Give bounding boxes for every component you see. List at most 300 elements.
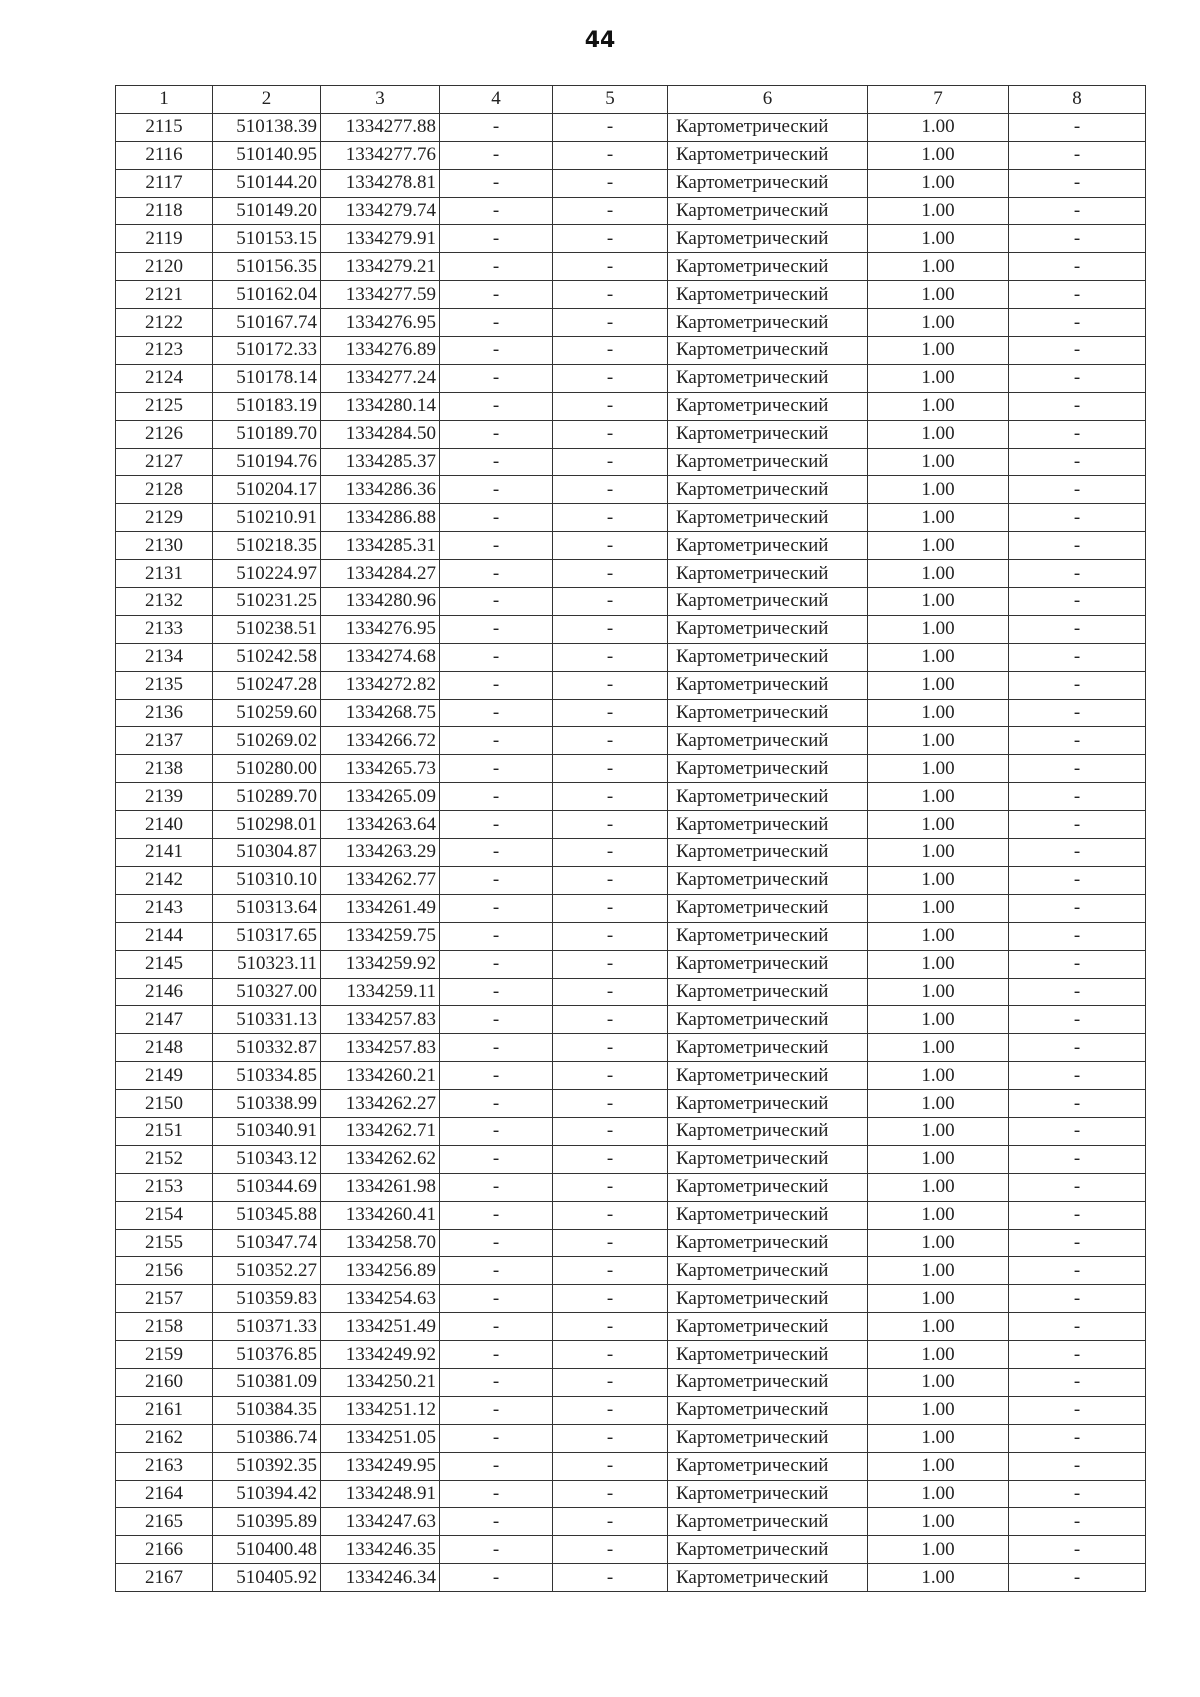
column-8-cell: -	[1009, 978, 1146, 1006]
method-cell: Картометрический	[668, 281, 868, 309]
point-number-cell: 2157	[116, 1285, 213, 1313]
table-row	[116, 532, 1146, 560]
accuracy-cell: 1.00	[868, 1090, 1009, 1118]
column-4-cell: -	[440, 309, 553, 337]
column-8-cell: -	[1009, 839, 1146, 867]
point-number-cell: 2137	[116, 727, 213, 755]
method-cell: Картометрический	[668, 1090, 868, 1118]
point-number-cell: 2122	[116, 309, 213, 337]
accuracy-cell: 1.00	[868, 643, 1009, 671]
column-8-cell: -	[1009, 727, 1146, 755]
method-cell: Картометрический	[668, 1396, 868, 1424]
y-coordinate-cell: 1334272.82	[321, 671, 440, 699]
column-8-cell: -	[1009, 922, 1146, 950]
column-5-cell: -	[553, 337, 668, 365]
column-5-cell: -	[553, 309, 668, 337]
method-cell: Картометрический	[668, 866, 868, 894]
column-8-cell: -	[1009, 1396, 1146, 1424]
column-5-cell: -	[553, 755, 668, 783]
method-cell: Картометрический	[668, 950, 868, 978]
table-row	[116, 671, 1146, 699]
column-5-cell: -	[553, 532, 668, 560]
column-4-cell: -	[440, 1201, 553, 1229]
column-4-cell: -	[440, 783, 553, 811]
column-8-cell: -	[1009, 281, 1146, 309]
column-4-cell: -	[440, 532, 553, 560]
method-cell: Картометрический	[668, 392, 868, 420]
y-coordinate-cell: 1334251.05	[321, 1424, 440, 1452]
column-8-cell: -	[1009, 1117, 1146, 1145]
method-cell: Картометрический	[668, 671, 868, 699]
accuracy-cell: 1.00	[868, 922, 1009, 950]
table-row	[116, 364, 1146, 392]
column-5-cell: -	[553, 113, 668, 141]
point-number-cell: 2153	[116, 1173, 213, 1201]
point-number-cell: 2142	[116, 866, 213, 894]
point-number-cell: 2161	[116, 1396, 213, 1424]
accuracy-cell: 1.00	[868, 448, 1009, 476]
y-coordinate-cell: 1334262.62	[321, 1145, 440, 1173]
x-coordinate-cell: 510189.70	[213, 420, 321, 448]
accuracy-cell: 1.00	[868, 811, 1009, 839]
column-5-cell: -	[553, 1536, 668, 1564]
accuracy-cell: 1.00	[868, 1313, 1009, 1341]
table-row	[116, 504, 1146, 532]
coordinates-table	[115, 85, 1146, 1592]
x-coordinate-cell: 510347.74	[213, 1229, 321, 1257]
column-4-cell: -	[440, 476, 553, 504]
y-coordinate-cell: 1334277.59	[321, 281, 440, 309]
y-coordinate-cell: 1334263.29	[321, 839, 440, 867]
y-coordinate-cell: 1334274.68	[321, 643, 440, 671]
column-8-cell: -	[1009, 1508, 1146, 1536]
method-cell: Картометрический	[668, 1117, 868, 1145]
point-number-cell: 2129	[116, 504, 213, 532]
column-4-cell: -	[440, 950, 553, 978]
x-coordinate-cell: 510395.89	[213, 1508, 321, 1536]
accuracy-cell: 1.00	[868, 169, 1009, 197]
x-coordinate-cell: 510323.11	[213, 950, 321, 978]
column-5-cell: -	[553, 894, 668, 922]
x-coordinate-cell: 510242.58	[213, 643, 321, 671]
column-5-cell: -	[553, 504, 668, 532]
column-4-cell: -	[440, 560, 553, 588]
column-4-cell: -	[440, 755, 553, 783]
x-coordinate-cell: 510386.74	[213, 1424, 321, 1452]
column-8-cell: -	[1009, 309, 1146, 337]
table-body	[116, 113, 1146, 1591]
column-header-1: 1	[116, 86, 213, 114]
x-coordinate-cell: 510149.20	[213, 197, 321, 225]
x-coordinate-cell: 510183.19	[213, 392, 321, 420]
accuracy-cell: 1.00	[868, 1396, 1009, 1424]
column-4-cell: -	[440, 1173, 553, 1201]
x-coordinate-cell: 510376.85	[213, 1341, 321, 1369]
y-coordinate-cell: 1334261.98	[321, 1173, 440, 1201]
table-row	[116, 1034, 1146, 1062]
y-coordinate-cell: 1334251.49	[321, 1313, 440, 1341]
table-row	[116, 783, 1146, 811]
column-5-cell: -	[553, 364, 668, 392]
accuracy-cell: 1.00	[868, 392, 1009, 420]
point-number-cell: 2165	[116, 1508, 213, 1536]
x-coordinate-cell: 510384.35	[213, 1396, 321, 1424]
y-coordinate-cell: 1334248.91	[321, 1480, 440, 1508]
x-coordinate-cell: 510178.14	[213, 364, 321, 392]
column-5-cell: -	[553, 253, 668, 281]
point-number-cell: 2150	[116, 1090, 213, 1118]
accuracy-cell: 1.00	[868, 364, 1009, 392]
accuracy-cell: 1.00	[868, 420, 1009, 448]
y-coordinate-cell: 1334276.95	[321, 615, 440, 643]
column-4-cell: -	[440, 615, 553, 643]
column-8-cell: -	[1009, 1229, 1146, 1257]
point-number-cell: 2128	[116, 476, 213, 504]
column-5-cell: -	[553, 1452, 668, 1480]
column-8-cell: -	[1009, 1480, 1146, 1508]
table-row	[116, 588, 1146, 616]
table-row	[116, 448, 1146, 476]
x-coordinate-cell: 510153.15	[213, 225, 321, 253]
column-4-cell: -	[440, 1341, 553, 1369]
accuracy-cell: 1.00	[868, 1341, 1009, 1369]
column-5-cell: -	[553, 225, 668, 253]
column-5-cell: -	[553, 783, 668, 811]
table-row	[116, 755, 1146, 783]
point-number-cell: 2140	[116, 811, 213, 839]
column-4-cell: -	[440, 1285, 553, 1313]
column-5-cell: -	[553, 420, 668, 448]
table-row	[116, 169, 1146, 197]
accuracy-cell: 1.00	[868, 281, 1009, 309]
column-4-cell: -	[440, 1564, 553, 1592]
column-5-cell: -	[553, 1201, 668, 1229]
x-coordinate-cell: 510327.00	[213, 978, 321, 1006]
column-5-cell: -	[553, 978, 668, 1006]
y-coordinate-cell: 1334262.77	[321, 866, 440, 894]
table-row	[116, 253, 1146, 281]
column-header-7: 7	[868, 86, 1009, 114]
accuracy-cell: 1.00	[868, 699, 1009, 727]
column-5-cell: -	[553, 1424, 668, 1452]
column-8-cell: -	[1009, 1341, 1146, 1369]
column-4-cell: -	[440, 1006, 553, 1034]
y-coordinate-cell: 1334279.21	[321, 253, 440, 281]
table-row	[116, 1117, 1146, 1145]
accuracy-cell: 1.00	[868, 1201, 1009, 1229]
accuracy-cell: 1.00	[868, 225, 1009, 253]
table-row	[116, 866, 1146, 894]
x-coordinate-cell: 510210.91	[213, 504, 321, 532]
x-coordinate-cell: 510247.28	[213, 671, 321, 699]
column-4-cell: -	[440, 978, 553, 1006]
column-header-5: 5	[553, 86, 668, 114]
accuracy-cell: 1.00	[868, 1424, 1009, 1452]
column-5-cell: -	[553, 1090, 668, 1118]
x-coordinate-cell: 510345.88	[213, 1201, 321, 1229]
accuracy-cell: 1.00	[868, 476, 1009, 504]
y-coordinate-cell: 1334247.63	[321, 1508, 440, 1536]
accuracy-cell: 1.00	[868, 113, 1009, 141]
accuracy-cell: 1.00	[868, 1536, 1009, 1564]
method-cell: Картометрический	[668, 1201, 868, 1229]
x-coordinate-cell: 510371.33	[213, 1313, 321, 1341]
point-number-cell: 2152	[116, 1145, 213, 1173]
column-4-cell: -	[440, 1117, 553, 1145]
point-number-cell: 2147	[116, 1006, 213, 1034]
column-4-cell: -	[440, 1145, 553, 1173]
point-number-cell: 2130	[116, 532, 213, 560]
point-number-cell: 2163	[116, 1452, 213, 1480]
method-cell: Картометрический	[668, 337, 868, 365]
x-coordinate-cell: 510343.12	[213, 1145, 321, 1173]
column-5-cell: -	[553, 1006, 668, 1034]
y-coordinate-cell: 1334259.92	[321, 950, 440, 978]
column-4-cell: -	[440, 727, 553, 755]
column-8-cell: -	[1009, 392, 1146, 420]
column-5-cell: -	[553, 839, 668, 867]
accuracy-cell: 1.00	[868, 309, 1009, 337]
column-5-cell: -	[553, 699, 668, 727]
point-number-cell: 2124	[116, 364, 213, 392]
method-cell: Картометрический	[668, 1508, 868, 1536]
table-row	[116, 1452, 1146, 1480]
x-coordinate-cell: 510259.60	[213, 699, 321, 727]
column-header-8: 8	[1009, 86, 1146, 114]
point-number-cell: 2136	[116, 699, 213, 727]
table-row	[116, 1564, 1146, 1592]
y-coordinate-cell: 1334276.89	[321, 337, 440, 365]
column-4-cell: -	[440, 420, 553, 448]
accuracy-cell: 1.00	[868, 532, 1009, 560]
table-row	[116, 811, 1146, 839]
column-4-cell: -	[440, 1368, 553, 1396]
method-cell: Картометрический	[668, 1145, 868, 1173]
column-8-cell: -	[1009, 337, 1146, 365]
column-5-cell: -	[553, 197, 668, 225]
point-number-cell: 2119	[116, 225, 213, 253]
column-8-cell: -	[1009, 1201, 1146, 1229]
x-coordinate-cell: 510405.92	[213, 1564, 321, 1592]
point-number-cell: 2116	[116, 141, 213, 169]
x-coordinate-cell: 510400.48	[213, 1536, 321, 1564]
accuracy-cell: 1.00	[868, 1285, 1009, 1313]
column-5-cell: -	[553, 922, 668, 950]
method-cell: Картометрический	[668, 560, 868, 588]
column-8-cell: -	[1009, 615, 1146, 643]
column-5-cell: -	[553, 1285, 668, 1313]
column-4-cell: -	[440, 1090, 553, 1118]
x-coordinate-cell: 510359.83	[213, 1285, 321, 1313]
column-8-cell: -	[1009, 1006, 1146, 1034]
column-4-cell: -	[440, 141, 553, 169]
column-8-cell: -	[1009, 113, 1146, 141]
method-cell: Картометрический	[668, 922, 868, 950]
column-8-cell: -	[1009, 1368, 1146, 1396]
column-5-cell: -	[553, 811, 668, 839]
table-row	[116, 1257, 1146, 1285]
column-4-cell: -	[440, 671, 553, 699]
point-number-cell: 2115	[116, 113, 213, 141]
y-coordinate-cell: 1334249.95	[321, 1452, 440, 1480]
table-row	[116, 643, 1146, 671]
column-4-cell: -	[440, 643, 553, 671]
column-5-cell: -	[553, 1508, 668, 1536]
column-5-cell: -	[553, 169, 668, 197]
method-cell: Картометрический	[668, 1452, 868, 1480]
x-coordinate-cell: 510172.33	[213, 337, 321, 365]
x-coordinate-cell: 510352.27	[213, 1257, 321, 1285]
table-row	[116, 1424, 1146, 1452]
point-number-cell: 2125	[116, 392, 213, 420]
x-coordinate-cell: 510156.35	[213, 253, 321, 281]
accuracy-cell: 1.00	[868, 1257, 1009, 1285]
table-row	[116, 309, 1146, 337]
table-row	[116, 113, 1146, 141]
column-8-cell: -	[1009, 1564, 1146, 1592]
accuracy-cell: 1.00	[868, 783, 1009, 811]
method-cell: Картометрический	[668, 839, 868, 867]
point-number-cell: 2123	[116, 337, 213, 365]
column-4-cell: -	[440, 337, 553, 365]
column-4-cell: -	[440, 866, 553, 894]
accuracy-cell: 1.00	[868, 253, 1009, 281]
accuracy-cell: 1.00	[868, 1480, 1009, 1508]
accuracy-cell: 1.00	[868, 1452, 1009, 1480]
column-4-cell: -	[440, 1536, 553, 1564]
column-4-cell: -	[440, 504, 553, 532]
x-coordinate-cell: 510204.17	[213, 476, 321, 504]
column-8-cell: -	[1009, 1090, 1146, 1118]
column-4-cell: -	[440, 281, 553, 309]
point-number-cell: 2156	[116, 1257, 213, 1285]
x-coordinate-cell: 510162.04	[213, 281, 321, 309]
y-coordinate-cell: 1334246.35	[321, 1536, 440, 1564]
point-number-cell: 2141	[116, 839, 213, 867]
table-row	[116, 950, 1146, 978]
table-row	[116, 1508, 1146, 1536]
y-coordinate-cell: 1334260.41	[321, 1201, 440, 1229]
y-coordinate-cell: 1334277.76	[321, 141, 440, 169]
column-8-cell: -	[1009, 560, 1146, 588]
accuracy-cell: 1.00	[868, 1006, 1009, 1034]
y-coordinate-cell: 1334250.21	[321, 1368, 440, 1396]
point-number-cell: 2154	[116, 1201, 213, 1229]
column-4-cell: -	[440, 1229, 553, 1257]
accuracy-cell: 1.00	[868, 978, 1009, 1006]
y-coordinate-cell: 1334256.89	[321, 1257, 440, 1285]
table-row	[116, 699, 1146, 727]
table-row	[116, 1201, 1146, 1229]
column-8-cell: -	[1009, 1424, 1146, 1452]
x-coordinate-cell: 510392.35	[213, 1452, 321, 1480]
column-5-cell: -	[553, 1229, 668, 1257]
y-coordinate-cell: 1334277.24	[321, 364, 440, 392]
y-coordinate-cell: 1334257.83	[321, 1034, 440, 1062]
y-coordinate-cell: 1334254.63	[321, 1285, 440, 1313]
point-number-cell: 2120	[116, 253, 213, 281]
y-coordinate-cell: 1334285.37	[321, 448, 440, 476]
point-number-cell: 2127	[116, 448, 213, 476]
accuracy-cell: 1.00	[868, 866, 1009, 894]
table-row	[116, 392, 1146, 420]
method-cell: Картометрический	[668, 364, 868, 392]
x-coordinate-cell: 510218.35	[213, 532, 321, 560]
method-cell: Картометрический	[668, 532, 868, 560]
x-coordinate-cell: 510238.51	[213, 615, 321, 643]
point-number-cell: 2166	[116, 1536, 213, 1564]
column-header-3: 3	[321, 86, 440, 114]
x-coordinate-cell: 510381.09	[213, 1368, 321, 1396]
x-coordinate-cell: 510231.25	[213, 588, 321, 616]
y-coordinate-cell: 1334260.21	[321, 1062, 440, 1090]
x-coordinate-cell: 510334.85	[213, 1062, 321, 1090]
column-8-cell: -	[1009, 1285, 1146, 1313]
column-5-cell: -	[553, 392, 668, 420]
method-cell: Картометрический	[668, 1062, 868, 1090]
column-5-cell: -	[553, 1368, 668, 1396]
column-8-cell: -	[1009, 476, 1146, 504]
accuracy-cell: 1.00	[868, 1173, 1009, 1201]
point-number-cell: 2167	[116, 1564, 213, 1592]
y-coordinate-cell: 1334285.31	[321, 532, 440, 560]
column-5-cell: -	[553, 1257, 668, 1285]
column-5-cell: -	[553, 615, 668, 643]
table-row	[116, 420, 1146, 448]
column-4-cell: -	[440, 839, 553, 867]
table-header-row	[116, 86, 1146, 114]
column-5-cell: -	[553, 281, 668, 309]
x-coordinate-cell: 510338.99	[213, 1090, 321, 1118]
column-8-cell: -	[1009, 225, 1146, 253]
method-cell: Картометрический	[668, 643, 868, 671]
y-coordinate-cell: 1334280.96	[321, 588, 440, 616]
column-4-cell: -	[440, 1452, 553, 1480]
x-coordinate-cell: 510298.01	[213, 811, 321, 839]
y-coordinate-cell: 1334257.83	[321, 1006, 440, 1034]
page-number: 44	[584, 28, 616, 53]
column-5-cell: -	[553, 643, 668, 671]
column-4-cell: -	[440, 1062, 553, 1090]
method-cell: Картометрический	[668, 448, 868, 476]
x-coordinate-cell: 510317.65	[213, 922, 321, 950]
method-cell: Картометрический	[668, 1006, 868, 1034]
method-cell: Картометрический	[668, 1257, 868, 1285]
column-8-cell: -	[1009, 894, 1146, 922]
y-coordinate-cell: 1334278.81	[321, 169, 440, 197]
method-cell: Картометрический	[668, 615, 868, 643]
accuracy-cell: 1.00	[868, 727, 1009, 755]
x-coordinate-cell: 510304.87	[213, 839, 321, 867]
column-header-2: 2	[213, 86, 321, 114]
column-8-cell: -	[1009, 141, 1146, 169]
y-coordinate-cell: 1334266.72	[321, 727, 440, 755]
column-4-cell: -	[440, 197, 553, 225]
method-cell: Картометрический	[668, 141, 868, 169]
table-row	[116, 839, 1146, 867]
method-cell: Картометрический	[668, 1285, 868, 1313]
table-row	[116, 337, 1146, 365]
column-5-cell: -	[553, 1062, 668, 1090]
column-8-cell: -	[1009, 1313, 1146, 1341]
column-8-cell: -	[1009, 811, 1146, 839]
x-coordinate-cell: 510140.95	[213, 141, 321, 169]
accuracy-cell: 1.00	[868, 894, 1009, 922]
column-5-cell: -	[553, 588, 668, 616]
table-row	[116, 281, 1146, 309]
table-row	[116, 1480, 1146, 1508]
table-row	[116, 1368, 1146, 1396]
